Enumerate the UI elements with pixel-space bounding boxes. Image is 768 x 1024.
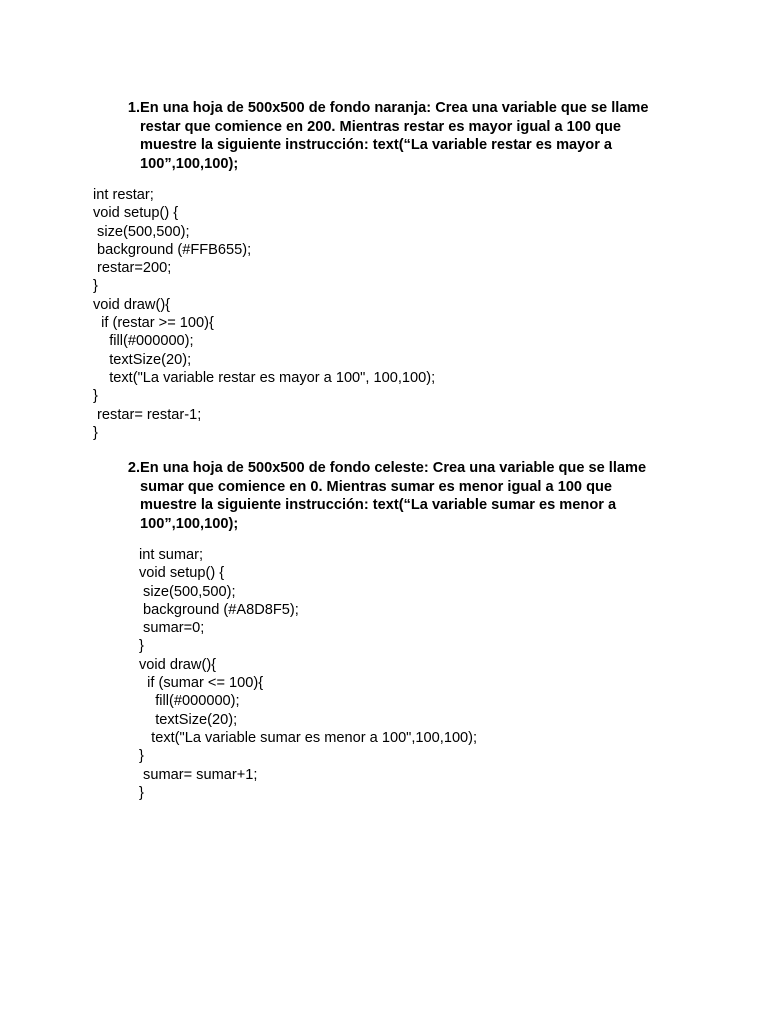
exercise-1-code — [93, 186, 435, 442]
code-line: text("La variable restar es mayor a 100", 100,100); — [93, 369, 436, 386]
code-line: fill(#000000); — [93, 333, 194, 350]
code-line: textSize(20); — [93, 351, 192, 368]
code-line: void setup() { — [139, 565, 225, 582]
exercise-1-number: 1. — [127, 100, 140, 116]
code-line: background (#A8D8F5); — [139, 601, 299, 618]
exercise-1-text-line: En una hoja de 500x500 de fondo naranja: Crea una variable que se llame — [140, 100, 649, 116]
exercise-2-text-line: 100”,100,100); — [140, 515, 239, 532]
code-line: restar=200; — [93, 260, 172, 277]
code-line: sumar= sumar+1; — [139, 766, 258, 783]
code-line: size(500,500); — [93, 223, 190, 240]
code-line: text("La variable sumar es menor a 100",100,100); — [139, 729, 478, 746]
exercise-1-text-line: muestre la siguiente instrucción: text(“La variable restar es mayor a — [140, 137, 613, 154]
exercise-2-text-line: sumar que comience en 0. Mientras sumar es menor igual a 100 que — [140, 478, 613, 495]
code-line: void setup() { — [93, 205, 179, 222]
code-line: restar= restar-1; — [93, 406, 202, 423]
code-line: size(500,500); — [139, 583, 236, 600]
exercise-2-text-line: En una hoja de 500x500 de fondo celeste: Crea una variable que se llame — [140, 460, 647, 476]
code-line: void draw(){ — [139, 656, 217, 673]
exercise-1-text-line: restar que comience en 200. Mientras restar es mayor igual a 100 que — [140, 118, 622, 135]
code-line: } — [93, 388, 98, 405]
code-line: sumar=0; — [139, 620, 205, 637]
exercise-1-text-line: 100”,100,100); — [140, 155, 239, 172]
exercise-2-text — [140, 459, 660, 533]
exercise-1-text — [140, 99, 660, 173]
code-line: if (sumar <= 100){ — [139, 675, 264, 692]
code-line: } — [93, 424, 98, 441]
exercise-2-code — [139, 546, 477, 802]
code-line: void draw(){ — [93, 296, 171, 313]
exercise-2-text-line: muestre la siguiente instrucción: text(“La variable sumar es menor a — [140, 497, 617, 514]
code-line: if (restar >= 100){ — [93, 315, 214, 332]
code-line: } — [139, 748, 144, 765]
exercise-2-number: 2. — [127, 460, 140, 476]
code-line: } — [93, 278, 98, 295]
code-line: background (#FFB655); — [93, 241, 252, 258]
code-line: int sumar; — [139, 547, 204, 563]
code-line: } — [139, 638, 144, 655]
code-line: textSize(20); — [139, 711, 238, 728]
code-line: fill(#000000); — [139, 693, 240, 710]
code-line: } — [139, 784, 144, 801]
code-line: int restar; — [93, 187, 154, 203]
